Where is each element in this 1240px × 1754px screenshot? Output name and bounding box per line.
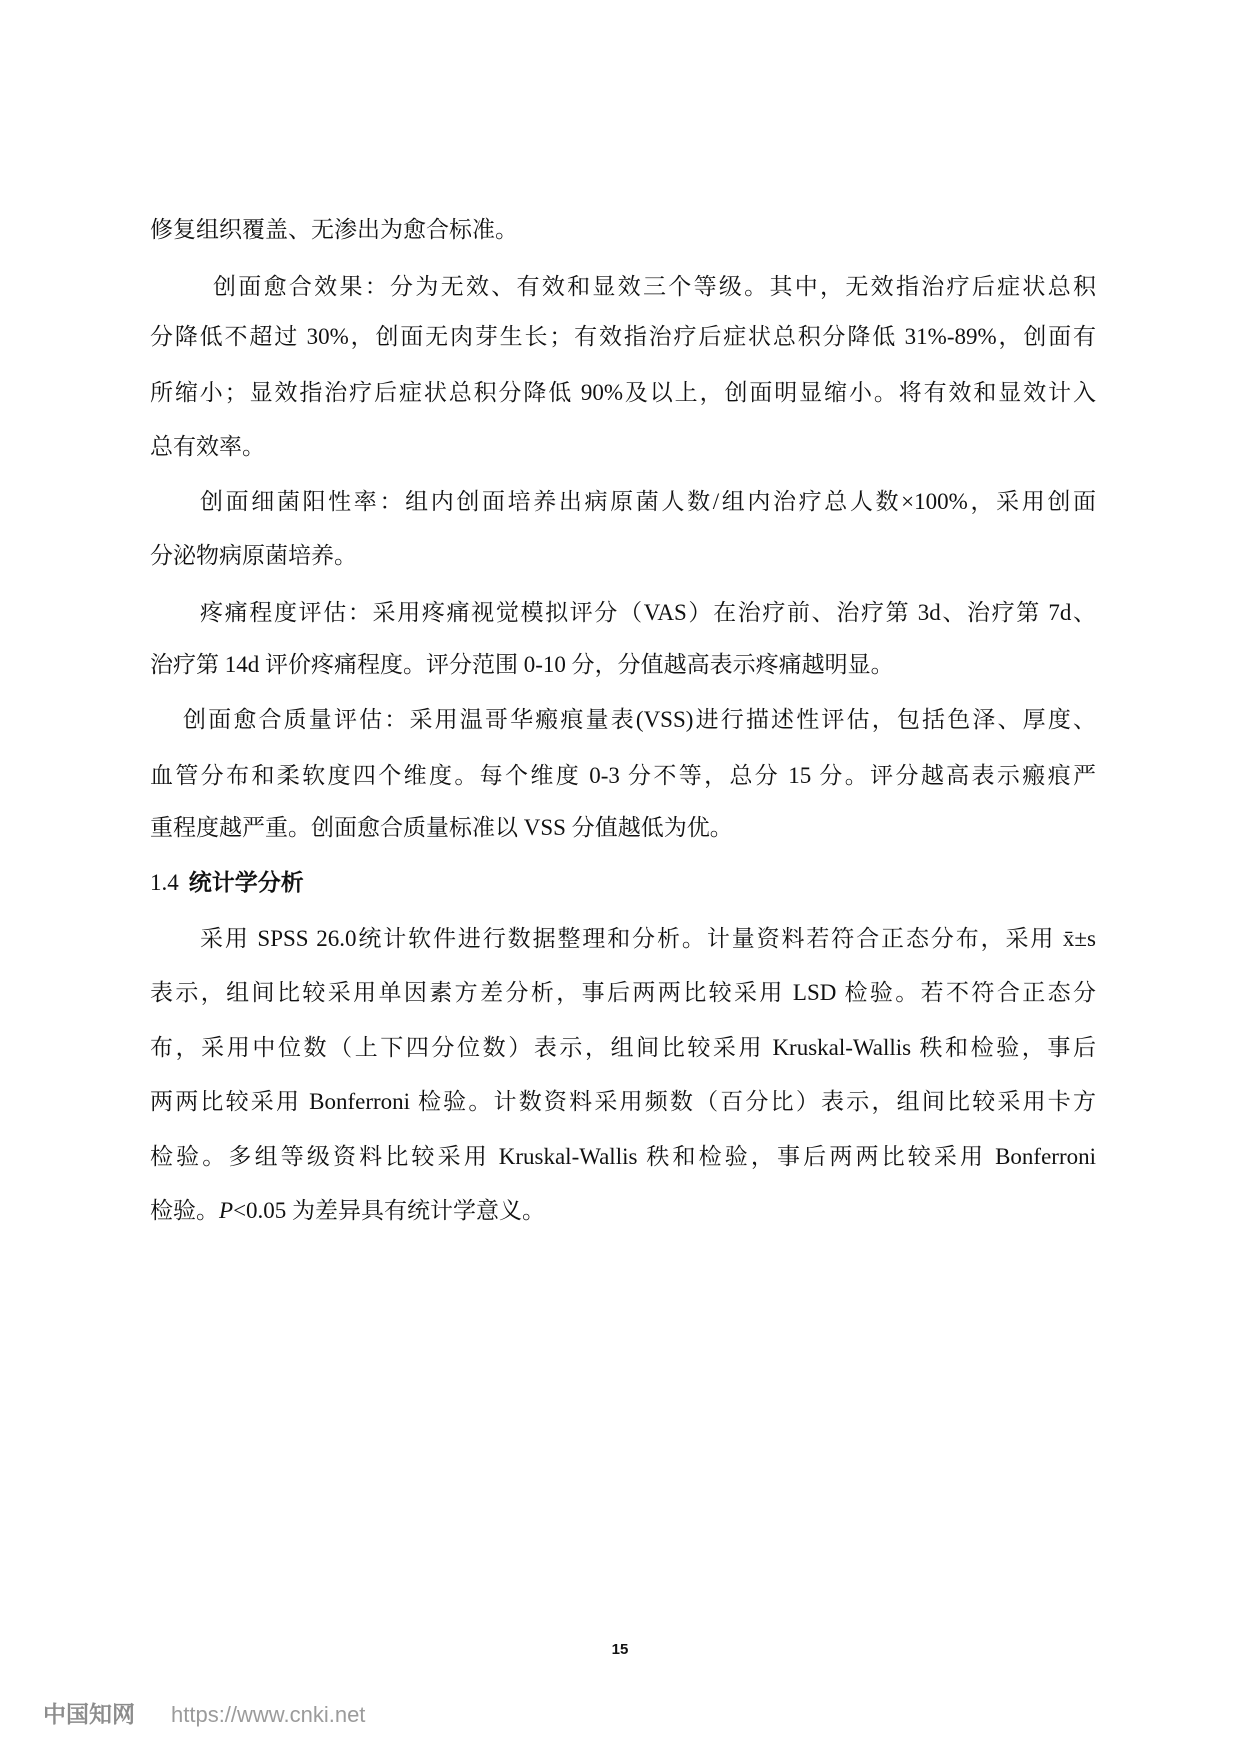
paragraph-line: 所缩小；显效指治疗后症状总积分降低 90%及以上，创面明显缩小。将有效和显效计入: [150, 380, 1096, 405]
section-number: 1.4: [150, 870, 179, 895]
section-heading: [150, 867, 304, 899]
section-line: 检验。多组等级资料比较采用 Kruskal-Wallis 秩和检验，事后两两比较采用 Bonferroni: [150, 1144, 1096, 1169]
paragraph-line: 重程度越严重。创面愈合质量标准以 VSS 分值越低为优。: [150, 815, 733, 840]
section-line-suffix: <0.05 为差异具有统计学意义。: [233, 1198, 546, 1223]
section-line: 两两比较采用 Bonferroni 检验。计数资料采用频数（百分比）表示，组间比较采用卡方: [150, 1089, 1096, 1114]
section-line: 采用 SPSS 26.0统计软件进行数据整理和分析。计量资料若符合正态分布，采用 x̄±s: [200, 926, 1096, 951]
paragraph-line: 治疗第 14d 评价疼痛程度。评分范围 0-10 分，分值越高表示疼痛越明显。: [150, 652, 894, 677]
paragraph-line: 分泌物病原菌培养。: [150, 543, 357, 568]
footer-brand: 中国知网: [43, 1701, 135, 1727]
p-value-symbol: P: [219, 1198, 234, 1223]
paragraph-line: 创面愈合效果：分为无效、有效和显效三个等级。其中，无效指治疗后症状总积: [213, 274, 1096, 299]
paragraph-line: 总有效率。: [150, 434, 265, 459]
paragraph-line: 创面愈合质量评估：采用温哥华瘢痕量表(VSS)进行描述性评估，包括色泽、厚度、: [183, 707, 1096, 732]
paragraph-line: 疼痛程度评估：采用疼痛视觉模拟评分（VAS）在治疗前、治疗第 3d、治疗第 7d、: [200, 600, 1096, 625]
paragraph-line: 创面细菌阳性率：组内创面培养出病原菌人数/组内治疗总人数×100%，采用创面: [200, 489, 1096, 514]
section-line-prefix: 检验。: [150, 1198, 219, 1223]
page-number: 15: [611, 1641, 629, 1658]
section-line: 布，采用中位数（上下四分位数）表示，组间比较采用 Kruskal-Wallis 秩和检验，事后: [150, 1035, 1096, 1060]
footer-url: https://www.cnki.net: [171, 1702, 366, 1727]
paragraph-line: 分降低不超过 30%，创面无肉芽生长；有效指治疗后症状总积分降低 31%-89%，创面有: [150, 324, 1096, 349]
section-line: 表示，组间比较采用单因素方差分析，事后两两比较采用 LSD 检验。若不符合正态分: [150, 980, 1096, 1005]
section-line: [150, 1195, 545, 1227]
section-title: 统计学分析: [188, 870, 304, 895]
paragraph-line: 修复组织覆盖、无渗出为愈合标准。: [150, 217, 518, 242]
paragraph-line: 血管分布和柔软度四个维度。每个维度 0-3 分不等，总分 15 分。评分越高表示瘢痕严: [150, 763, 1096, 788]
